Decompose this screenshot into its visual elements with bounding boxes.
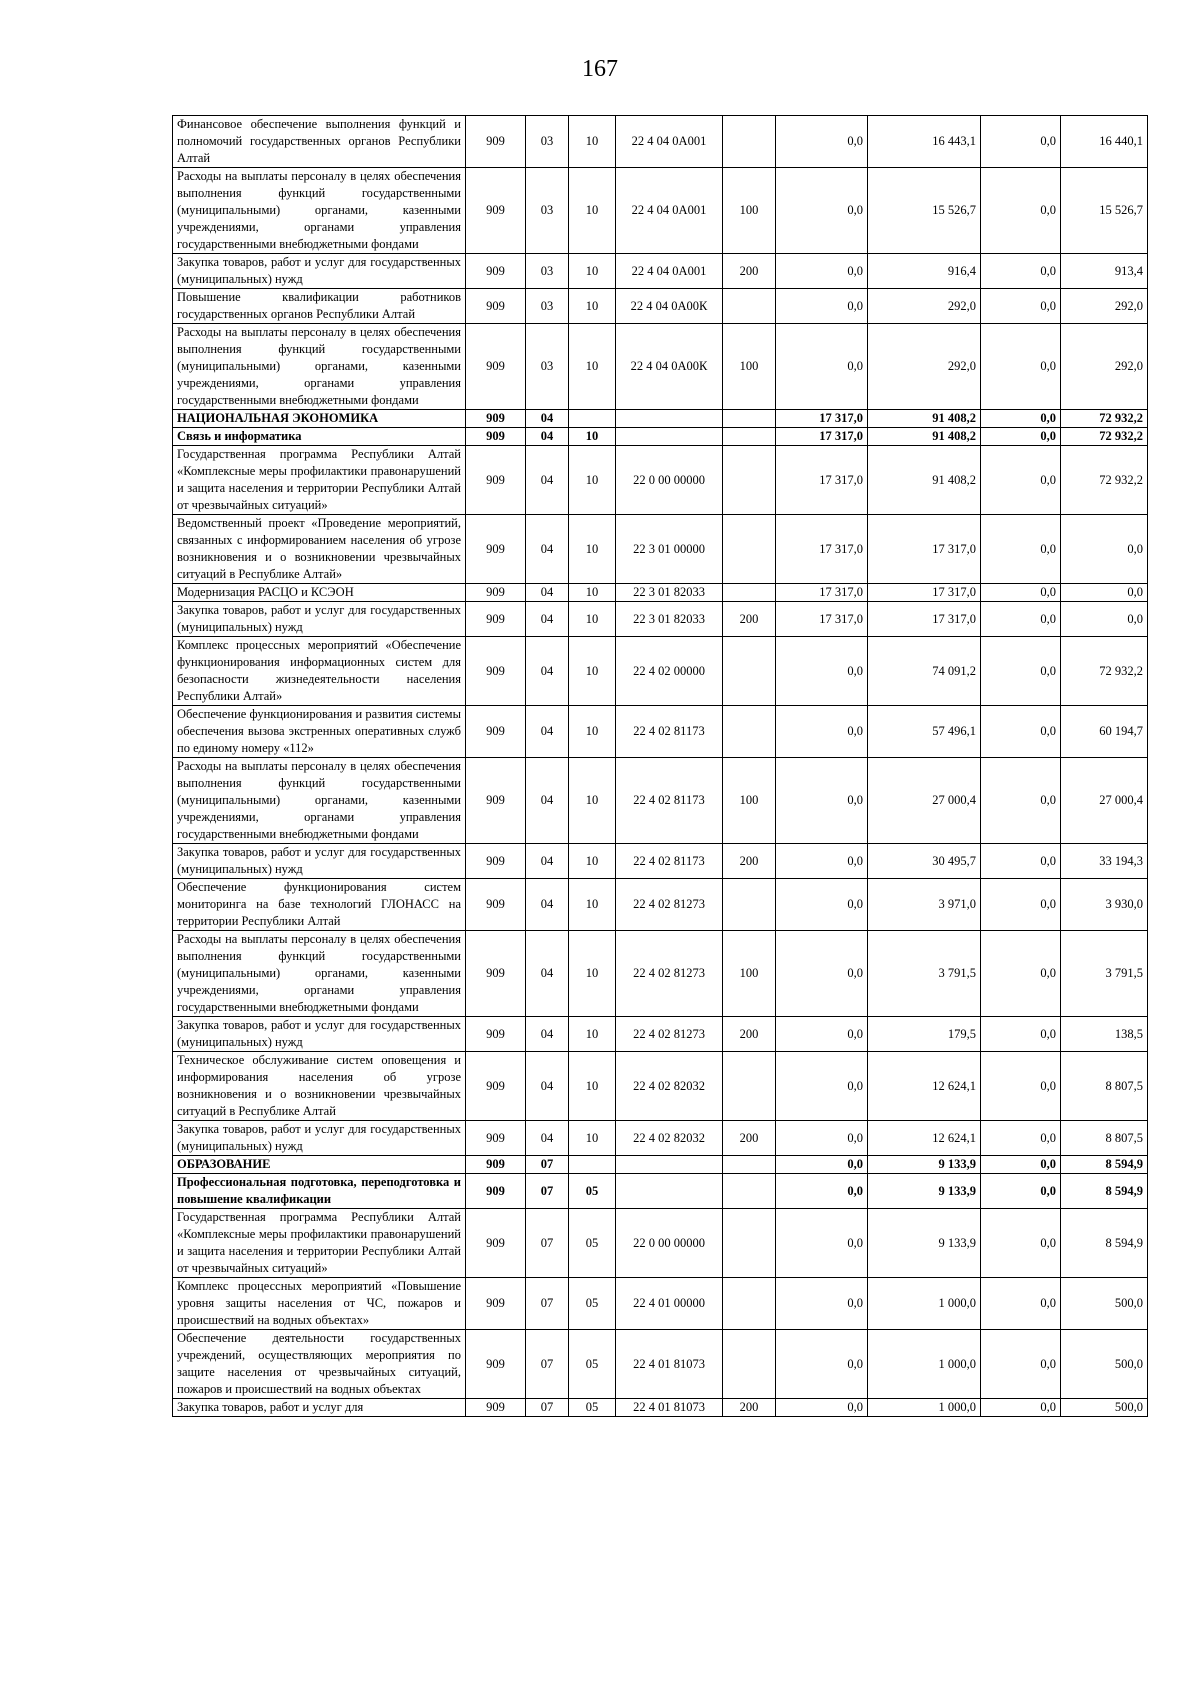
- table-row: [173, 1330, 1148, 1399]
- amount-4: 8 594,9: [1061, 1209, 1148, 1278]
- target-article-code: 22 4 04 0А00К: [616, 289, 723, 324]
- ved-code: 909: [466, 428, 526, 446]
- table-row: [173, 602, 1148, 637]
- expense-type-code: [723, 1209, 776, 1278]
- row-name: Финансовое обеспечение выполнения функций и полномочий государственных органов Республики Алтай: [173, 116, 466, 168]
- amount-4: 0,0: [1061, 584, 1148, 602]
- amount-4: 3 930,0: [1061, 879, 1148, 931]
- target-article-code: 22 4 04 0А00К: [616, 324, 723, 410]
- table-row: [173, 428, 1148, 446]
- amount-4: 913,4: [1061, 254, 1148, 289]
- target-article-code: 22 4 02 82032: [616, 1052, 723, 1121]
- target-article-code: 22 0 00 00000: [616, 446, 723, 515]
- amount-2: 1 000,0: [868, 1330, 981, 1399]
- amount-3: 0,0: [981, 584, 1061, 602]
- amount-1: 0,0: [776, 254, 868, 289]
- amount-2: 30 495,7: [868, 844, 981, 879]
- amount-4: 60 194,7: [1061, 706, 1148, 758]
- target-article-code: 22 3 01 82033: [616, 602, 723, 637]
- amount-4: 3 791,5: [1061, 931, 1148, 1017]
- section-code: 04: [526, 879, 569, 931]
- section-code: 07: [526, 1399, 569, 1417]
- subsection-code: 10: [569, 637, 616, 706]
- ved-code: 909: [466, 1209, 526, 1278]
- table-row: [173, 758, 1148, 844]
- expense-type-code: [723, 637, 776, 706]
- subsection-code: 05: [569, 1209, 616, 1278]
- subsection-code: 10: [569, 446, 616, 515]
- amount-3: 0,0: [981, 1330, 1061, 1399]
- expense-type-code: 100: [723, 168, 776, 254]
- expense-type-code: [723, 1278, 776, 1330]
- section-code: 03: [526, 254, 569, 289]
- target-article-code: [616, 410, 723, 428]
- section-code: 04: [526, 637, 569, 706]
- ved-code: 909: [466, 584, 526, 602]
- amount-4: 500,0: [1061, 1399, 1148, 1417]
- subsection-code: 05: [569, 1174, 616, 1209]
- ved-code: 909: [466, 116, 526, 168]
- subsection-code: 05: [569, 1330, 616, 1399]
- section-code: 03: [526, 289, 569, 324]
- amount-3: 0,0: [981, 515, 1061, 584]
- amount-2: 1 000,0: [868, 1278, 981, 1330]
- amount-1: 0,0: [776, 931, 868, 1017]
- amount-2: 9 133,9: [868, 1174, 981, 1209]
- row-name: Расходы на выплаты персоналу в целях обеспечения выполнения функций государственными (муниципальными) органами, казенными учреждениями, органами управления государственными внебюджетными фондами: [173, 168, 466, 254]
- row-name: Закупка товаров, работ и услуг для государственных (муниципальных) нужд: [173, 254, 466, 289]
- row-name: Комплекс процессных мероприятий «Повышение уровня защиты населения от ЧС, пожаров и происшествий на водных объектах»: [173, 1278, 466, 1330]
- target-article-code: 22 4 02 81173: [616, 706, 723, 758]
- amount-4: 72 932,2: [1061, 428, 1148, 446]
- amount-2: 292,0: [868, 324, 981, 410]
- expense-type-code: [723, 515, 776, 584]
- table-row: [173, 1156, 1148, 1174]
- amount-2: 179,5: [868, 1017, 981, 1052]
- amount-4: 72 932,2: [1061, 446, 1148, 515]
- amount-1: 0,0: [776, 637, 868, 706]
- amount-1: 0,0: [776, 758, 868, 844]
- expense-type-code: 200: [723, 602, 776, 637]
- amount-3: 0,0: [981, 1121, 1061, 1156]
- target-article-code: [616, 428, 723, 446]
- subsection-code: 10: [569, 1017, 616, 1052]
- section-code: 04: [526, 1017, 569, 1052]
- amount-4: 72 932,2: [1061, 637, 1148, 706]
- row-name: Закупка товаров, работ и услуг для государственных (муниципальных) нужд: [173, 844, 466, 879]
- expense-type-code: 100: [723, 758, 776, 844]
- amount-1: 0,0: [776, 1209, 868, 1278]
- ved-code: 909: [466, 254, 526, 289]
- expense-type-code: [723, 1174, 776, 1209]
- subsection-code: 05: [569, 1278, 616, 1330]
- table-row: [173, 1017, 1148, 1052]
- subsection-code: 05: [569, 1399, 616, 1417]
- target-article-code: 22 4 04 0А001: [616, 254, 723, 289]
- section-code: 07: [526, 1174, 569, 1209]
- amount-1: 0,0: [776, 289, 868, 324]
- row-name: Закупка товаров, работ и услуг для государственных (муниципальных) нужд: [173, 1017, 466, 1052]
- subsection-code: [569, 1156, 616, 1174]
- section-code: 04: [526, 844, 569, 879]
- amount-4: 27 000,4: [1061, 758, 1148, 844]
- row-name: НАЦИОНАЛЬНАЯ ЭКОНОМИКА: [173, 410, 466, 428]
- ved-code: 909: [466, 637, 526, 706]
- table-row: [173, 1399, 1148, 1417]
- subsection-code: 10: [569, 116, 616, 168]
- amount-1: 0,0: [776, 1330, 868, 1399]
- table-row: [173, 1209, 1148, 1278]
- amount-1: 0,0: [776, 1017, 868, 1052]
- expense-type-code: [723, 428, 776, 446]
- amount-3: 0,0: [981, 1278, 1061, 1330]
- subsection-code: 10: [569, 515, 616, 584]
- amount-4: 33 194,3: [1061, 844, 1148, 879]
- amount-2: 27 000,4: [868, 758, 981, 844]
- section-code: 04: [526, 1052, 569, 1121]
- expense-type-code: 200: [723, 254, 776, 289]
- amount-1: 17 317,0: [776, 515, 868, 584]
- section-code: 07: [526, 1330, 569, 1399]
- amount-2: 916,4: [868, 254, 981, 289]
- budget-table: [172, 115, 1148, 1417]
- amount-1: 17 317,0: [776, 446, 868, 515]
- amount-3: 0,0: [981, 254, 1061, 289]
- amount-3: 0,0: [981, 324, 1061, 410]
- table-row: [173, 254, 1148, 289]
- amount-1: 0,0: [776, 879, 868, 931]
- section-code: 04: [526, 410, 569, 428]
- amount-2: 1 000,0: [868, 1399, 981, 1417]
- subsection-code: 10: [569, 584, 616, 602]
- amount-1: 17 317,0: [776, 602, 868, 637]
- subsection-code: 10: [569, 289, 616, 324]
- target-article-code: 22 4 02 81173: [616, 758, 723, 844]
- row-name: Ведомственный проект «Проведение мероприятий, связанных с информированием населения об угрозе возникновения и о возникновении чрезвычайных ситуаций в Республике Алтай»: [173, 515, 466, 584]
- subsection-code: 10: [569, 602, 616, 637]
- target-article-code: 22 0 00 00000: [616, 1209, 723, 1278]
- expense-type-code: 200: [723, 844, 776, 879]
- ved-code: 909: [466, 1017, 526, 1052]
- amount-4: 138,5: [1061, 1017, 1148, 1052]
- amount-3: 0,0: [981, 446, 1061, 515]
- expense-type-code: [723, 116, 776, 168]
- section-code: 07: [526, 1156, 569, 1174]
- table-row: [173, 931, 1148, 1017]
- target-article-code: 22 4 01 81073: [616, 1330, 723, 1399]
- amount-3: 0,0: [981, 168, 1061, 254]
- row-name: Закупка товаров, работ и услуг для: [173, 1399, 466, 1417]
- section-code: 07: [526, 1278, 569, 1330]
- ved-code: 909: [466, 168, 526, 254]
- section-code: 03: [526, 324, 569, 410]
- table-row: [173, 637, 1148, 706]
- table-row: [173, 446, 1148, 515]
- subsection-code: 10: [569, 324, 616, 410]
- ved-code: 909: [466, 1156, 526, 1174]
- row-name: Обеспечение деятельности государственных учреждений, осуществляющих мероприятия по защите населения от чрезвычайных ситуаций, пожаров и происшествий на водных объектах: [173, 1330, 466, 1399]
- amount-2: 17 317,0: [868, 515, 981, 584]
- table-row: [173, 168, 1148, 254]
- amount-3: 0,0: [981, 637, 1061, 706]
- amount-3: 0,0: [981, 116, 1061, 168]
- expense-type-code: [723, 289, 776, 324]
- amount-4: 500,0: [1061, 1278, 1148, 1330]
- amount-3: 0,0: [981, 844, 1061, 879]
- amount-3: 0,0: [981, 289, 1061, 324]
- target-article-code: [616, 1156, 723, 1174]
- row-name: Техническое обслуживание систем оповещения и информирования населения об угрозе возникновения и о возникновении чрезвычайных ситуаций в Республике Алтай: [173, 1052, 466, 1121]
- row-name: Государственная программа Республики Алтай «Комплексные меры профилактики правонарушений и защита населения и территории Республики Алтай от чрезвычайных ситуаций»: [173, 1209, 466, 1278]
- target-article-code: 22 4 01 81073: [616, 1399, 723, 1417]
- amount-2: 57 496,1: [868, 706, 981, 758]
- amount-2: 17 317,0: [868, 602, 981, 637]
- amount-2: 17 317,0: [868, 584, 981, 602]
- section-code: 04: [526, 931, 569, 1017]
- row-name: Обеспечение функционирования систем мониторинга на базе технологий ГЛОНАСС на территории Республики Алтай: [173, 879, 466, 931]
- expense-type-code: [723, 584, 776, 602]
- amount-1: 0,0: [776, 324, 868, 410]
- amount-4: 500,0: [1061, 1330, 1148, 1399]
- expense-type-code: [723, 1156, 776, 1174]
- subsection-code: 10: [569, 844, 616, 879]
- expense-type-code: 200: [723, 1399, 776, 1417]
- amount-1: 0,0: [776, 1052, 868, 1121]
- table-row: [173, 116, 1148, 168]
- ved-code: 909: [466, 706, 526, 758]
- expense-type-code: 100: [723, 931, 776, 1017]
- amount-2: 15 526,7: [868, 168, 981, 254]
- table-row: [173, 410, 1148, 428]
- amount-1: 0,0: [776, 706, 868, 758]
- subsection-code: 10: [569, 1052, 616, 1121]
- ved-code: 909: [466, 446, 526, 515]
- amount-4: 16 440,1: [1061, 116, 1148, 168]
- amount-3: 0,0: [981, 1399, 1061, 1417]
- page-number: 167: [582, 56, 618, 82]
- amount-3: 0,0: [981, 602, 1061, 637]
- amount-2: 91 408,2: [868, 446, 981, 515]
- amount-3: 0,0: [981, 879, 1061, 931]
- amount-3: 0,0: [981, 1052, 1061, 1121]
- ved-code: 909: [466, 602, 526, 637]
- ved-code: 909: [466, 1052, 526, 1121]
- amount-3: 0,0: [981, 1209, 1061, 1278]
- amount-3: 0,0: [981, 758, 1061, 844]
- amount-2: 292,0: [868, 289, 981, 324]
- amount-2: 74 091,2: [868, 637, 981, 706]
- amount-1: 0,0: [776, 1121, 868, 1156]
- amount-4: 72 932,2: [1061, 410, 1148, 428]
- amount-4: 292,0: [1061, 289, 1148, 324]
- table-row: [173, 879, 1148, 931]
- ved-code: 909: [466, 324, 526, 410]
- section-code: 04: [526, 446, 569, 515]
- amount-4: 8 807,5: [1061, 1052, 1148, 1121]
- section-code: 04: [526, 428, 569, 446]
- amount-2: 12 624,1: [868, 1052, 981, 1121]
- amount-4: 8 807,5: [1061, 1121, 1148, 1156]
- table-row: [173, 706, 1148, 758]
- amount-2: 9 133,9: [868, 1156, 981, 1174]
- row-name: Повышение квалификации работников государственных органов Республики Алтай: [173, 289, 466, 324]
- target-article-code: 22 4 02 81273: [616, 1017, 723, 1052]
- ved-code: 909: [466, 1278, 526, 1330]
- table-row: [173, 1121, 1148, 1156]
- ved-code: 909: [466, 1121, 526, 1156]
- section-code: 04: [526, 515, 569, 584]
- target-article-code: 22 4 04 0А001: [616, 116, 723, 168]
- amount-4: 8 594,9: [1061, 1156, 1148, 1174]
- table-row: [173, 844, 1148, 879]
- ved-code: 909: [466, 1174, 526, 1209]
- subsection-code: 10: [569, 879, 616, 931]
- row-name: Закупка товаров, работ и услуг для государственных (муниципальных) нужд: [173, 1121, 466, 1156]
- amount-3: 0,0: [981, 428, 1061, 446]
- section-code: 04: [526, 758, 569, 844]
- row-name: Модернизация РАСЦО и КСЭОН: [173, 584, 466, 602]
- amount-1: 0,0: [776, 1174, 868, 1209]
- amount-2: 9 133,9: [868, 1209, 981, 1278]
- amount-3: 0,0: [981, 706, 1061, 758]
- target-article-code: 22 4 02 00000: [616, 637, 723, 706]
- row-name: ОБРАЗОВАНИЕ: [173, 1156, 466, 1174]
- amount-1: 0,0: [776, 844, 868, 879]
- amount-2: 16 443,1: [868, 116, 981, 168]
- amount-4: 0,0: [1061, 515, 1148, 584]
- expense-type-code: [723, 1330, 776, 1399]
- table-body: [173, 116, 1148, 1417]
- expense-type-code: [723, 410, 776, 428]
- subsection-code: 10: [569, 931, 616, 1017]
- target-article-code: 22 4 02 82032: [616, 1121, 723, 1156]
- amount-3: 0,0: [981, 1017, 1061, 1052]
- section-code: 03: [526, 168, 569, 254]
- target-article-code: 22 4 01 00000: [616, 1278, 723, 1330]
- target-article-code: 22 3 01 00000: [616, 515, 723, 584]
- expense-type-code: 200: [723, 1121, 776, 1156]
- ved-code: 909: [466, 1330, 526, 1399]
- subsection-code: 10: [569, 168, 616, 254]
- section-code: 04: [526, 706, 569, 758]
- expense-type-code: [723, 879, 776, 931]
- amount-1: 0,0: [776, 168, 868, 254]
- row-name: Профессиональная подготовка, переподготовка и повышение квалификации: [173, 1174, 466, 1209]
- table-row: [173, 584, 1148, 602]
- subsection-code: 10: [569, 758, 616, 844]
- target-article-code: [616, 1174, 723, 1209]
- table-row: [173, 515, 1148, 584]
- subsection-code: 10: [569, 1121, 616, 1156]
- section-code: 03: [526, 116, 569, 168]
- ved-code: 909: [466, 410, 526, 428]
- section-code: 07: [526, 1209, 569, 1278]
- amount-2: 91 408,2: [868, 410, 981, 428]
- table-row: [173, 1278, 1148, 1330]
- amount-3: 0,0: [981, 1174, 1061, 1209]
- amount-3: 0,0: [981, 410, 1061, 428]
- ved-code: 909: [466, 289, 526, 324]
- row-name: Расходы на выплаты персоналу в целях обеспечения выполнения функций государственными (муниципальными) органами, казенными учреждениями, органами управления государственными внебюджетными фондами: [173, 931, 466, 1017]
- amount-4: 292,0: [1061, 324, 1148, 410]
- ved-code: 909: [466, 758, 526, 844]
- amount-4: 0,0: [1061, 602, 1148, 637]
- subsection-code: [569, 410, 616, 428]
- subsection-code: 10: [569, 428, 616, 446]
- target-article-code: 22 4 02 81273: [616, 931, 723, 1017]
- row-name: Связь и информатика: [173, 428, 466, 446]
- expense-type-code: 200: [723, 1017, 776, 1052]
- row-name: Государственная программа Республики Алтай «Комплексные меры профилактики правонарушений и защита населения и территории Республики Алтай от чрезвычайных ситуаций»: [173, 446, 466, 515]
- table-row: [173, 289, 1148, 324]
- amount-2: 12 624,1: [868, 1121, 981, 1156]
- subsection-code: 10: [569, 706, 616, 758]
- row-name: Расходы на выплаты персоналу в целях обеспечения выполнения функций государственными (муниципальными) органами, казенными учреждениями, органами управления государственными внебюджетными фондами: [173, 324, 466, 410]
- amount-1: 17 317,0: [776, 584, 868, 602]
- amount-1: 0,0: [776, 1278, 868, 1330]
- amount-1: 0,0: [776, 1399, 868, 1417]
- section-code: 04: [526, 602, 569, 637]
- row-name: Обеспечение функционирования и развития системы обеспечения вызова экстренных оперативных служб по единому номеру «112»: [173, 706, 466, 758]
- ved-code: 909: [466, 1399, 526, 1417]
- amount-3: 0,0: [981, 931, 1061, 1017]
- row-name: Комплекс процессных мероприятий «Обеспечение функционирования информационных систем для безопасности жизнедеятельности населения Республики Алтай»: [173, 637, 466, 706]
- expense-type-code: [723, 706, 776, 758]
- ved-code: 909: [466, 879, 526, 931]
- target-article-code: 22 4 02 81173: [616, 844, 723, 879]
- section-code: 04: [526, 584, 569, 602]
- subsection-code: 10: [569, 254, 616, 289]
- amount-4: 8 594,9: [1061, 1174, 1148, 1209]
- ved-code: 909: [466, 515, 526, 584]
- target-article-code: 22 4 02 81273: [616, 879, 723, 931]
- amount-1: 17 317,0: [776, 410, 868, 428]
- amount-1: 0,0: [776, 1156, 868, 1174]
- row-name: Расходы на выплаты персоналу в целях обеспечения выполнения функций государственными (муниципальными) органами, казенными учреждениями, органами управления государственными внебюджетными фондами: [173, 758, 466, 844]
- amount-1: 0,0: [776, 116, 868, 168]
- expense-type-code: [723, 1052, 776, 1121]
- expense-type-code: 100: [723, 324, 776, 410]
- amount-3: 0,0: [981, 1156, 1061, 1174]
- amount-2: 3 971,0: [868, 879, 981, 931]
- amount-1: 17 317,0: [776, 428, 868, 446]
- amount-2: 3 791,5: [868, 931, 981, 1017]
- ved-code: 909: [466, 844, 526, 879]
- target-article-code: 22 4 04 0А001: [616, 168, 723, 254]
- amount-4: 15 526,7: [1061, 168, 1148, 254]
- expense-type-code: [723, 446, 776, 515]
- ved-code: 909: [466, 931, 526, 1017]
- table-row: [173, 1052, 1148, 1121]
- target-article-code: 22 3 01 82033: [616, 584, 723, 602]
- row-name: Закупка товаров, работ и услуг для государственных (муниципальных) нужд: [173, 602, 466, 637]
- table-row: [173, 324, 1148, 410]
- section-code: 04: [526, 1121, 569, 1156]
- table-row: [173, 1174, 1148, 1209]
- amount-2: 91 408,2: [868, 428, 981, 446]
